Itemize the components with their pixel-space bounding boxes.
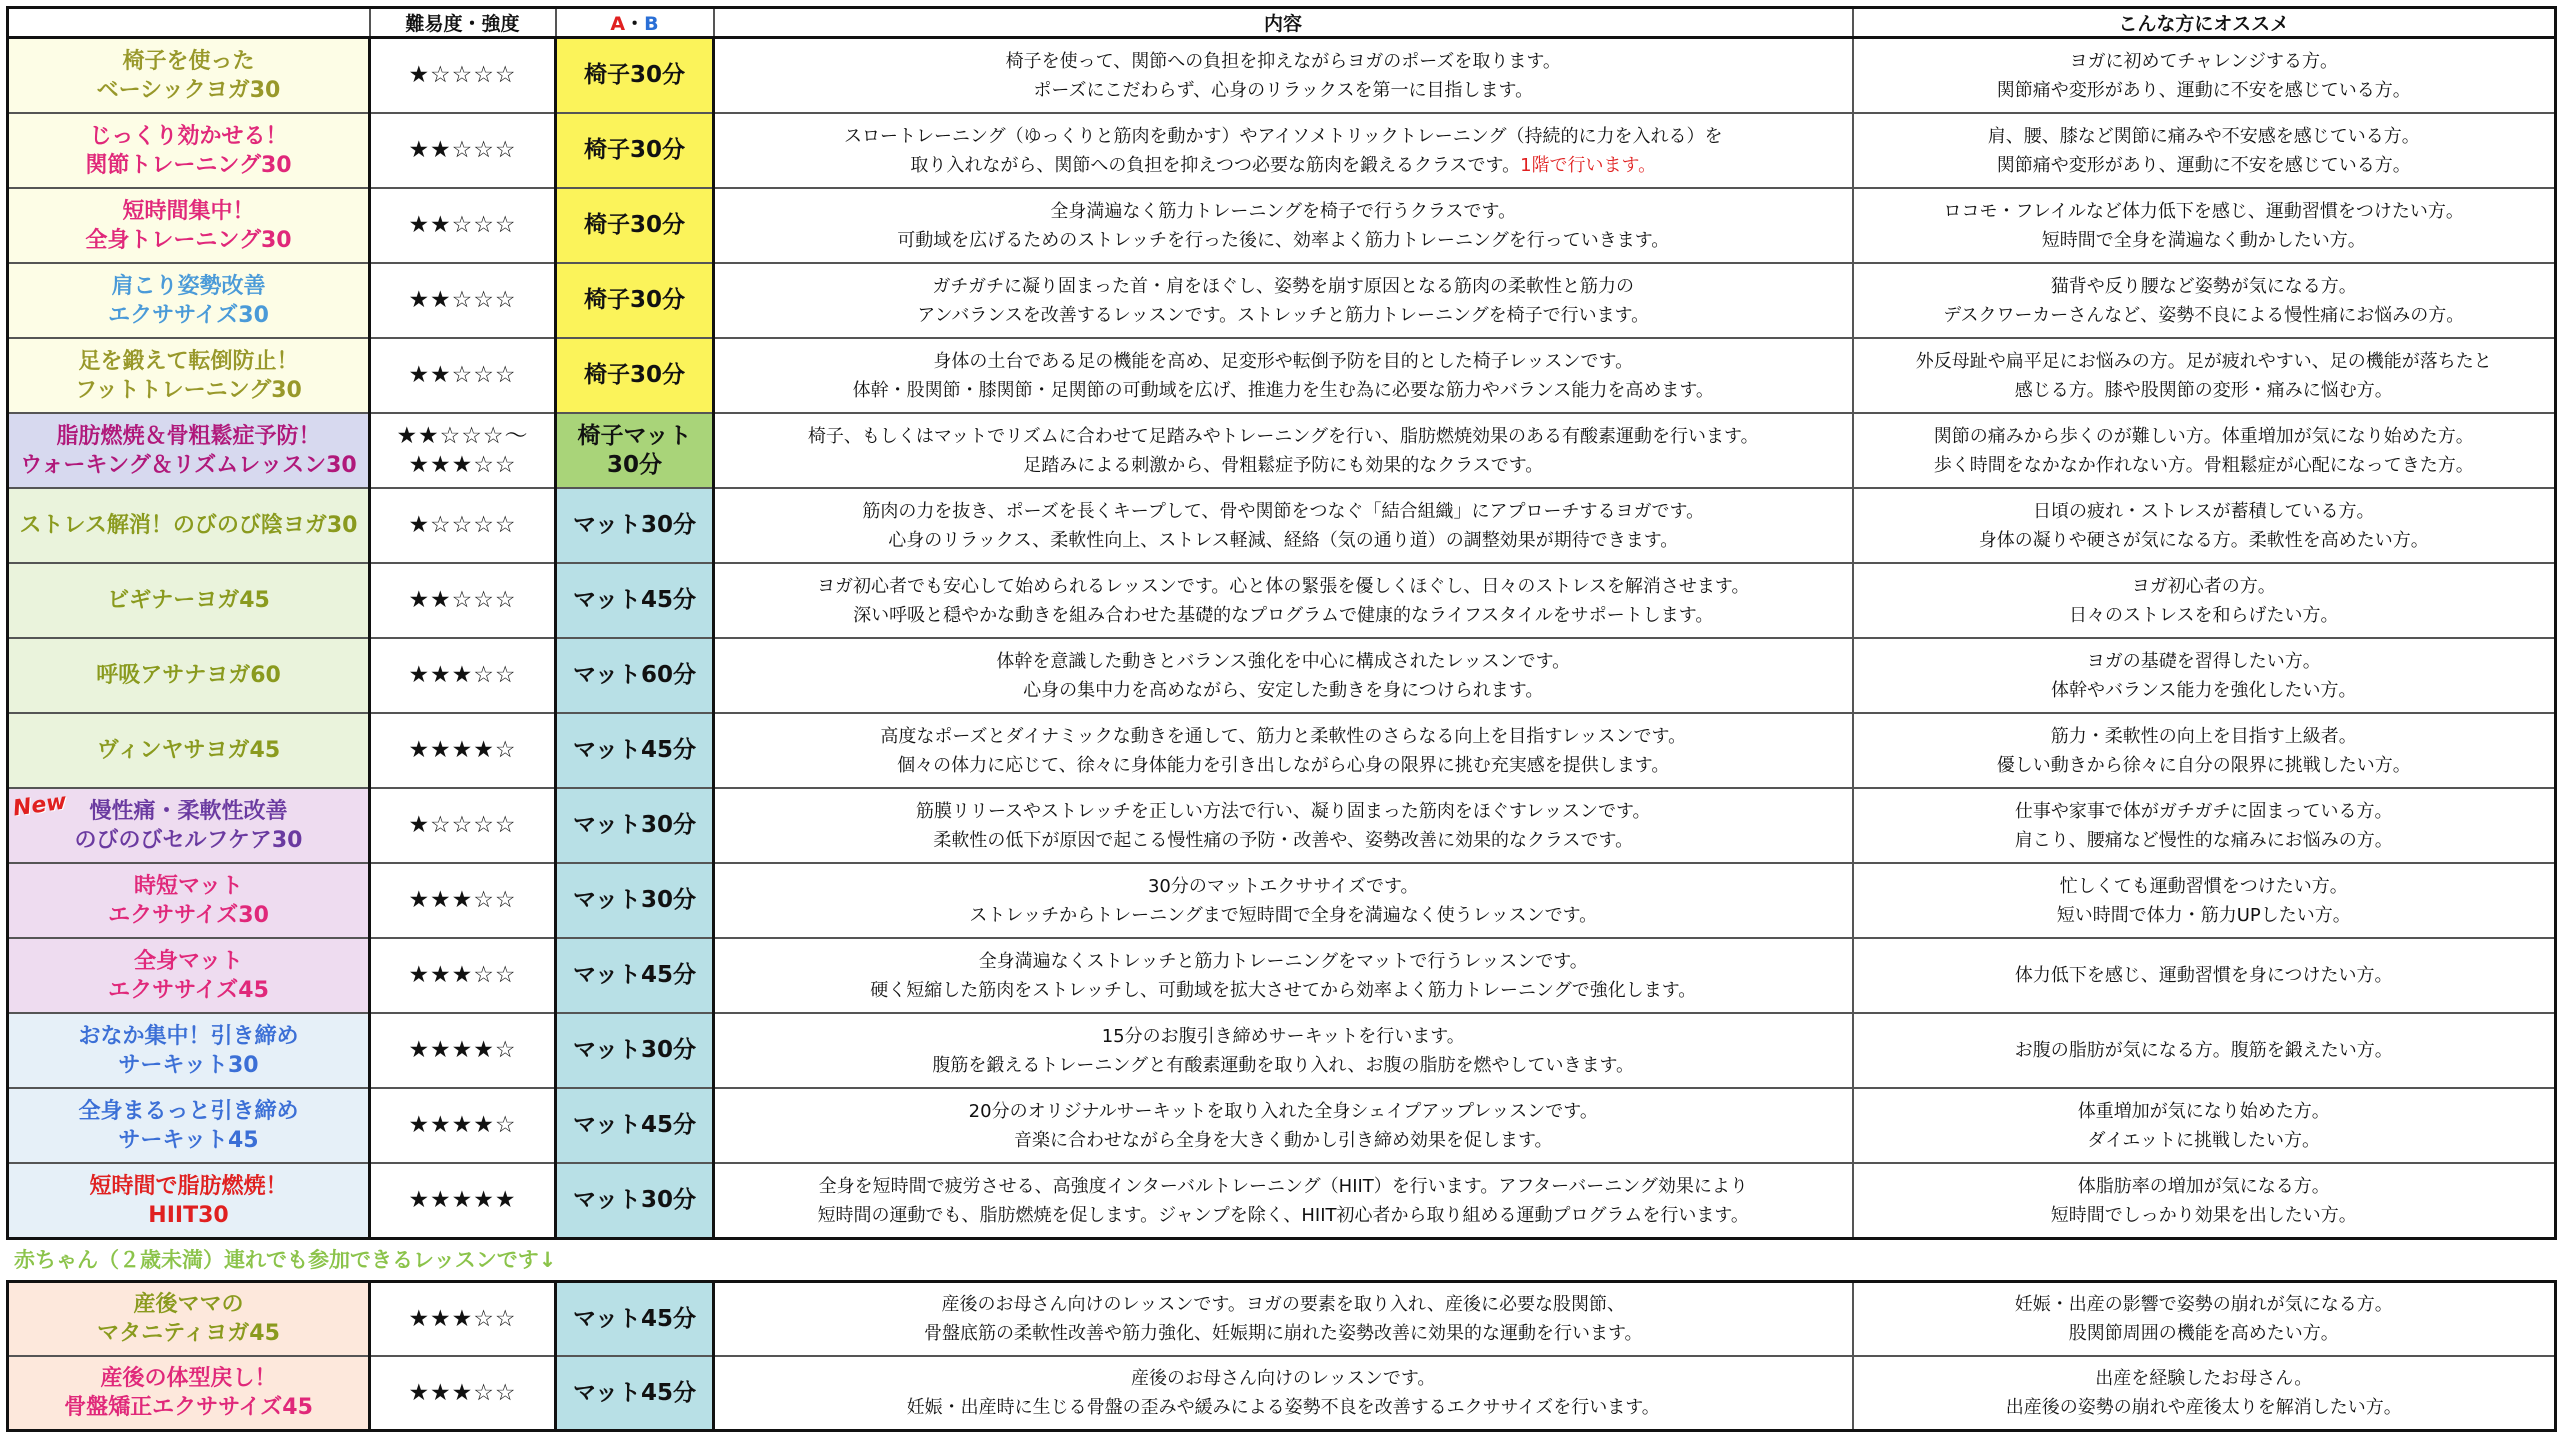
difficulty-stars: ★★☆☆☆ — [370, 113, 556, 188]
recommended-line2: 短時間で全身を満遍なく動かしたい方。 — [2041, 229, 2366, 251]
recommended-line1: 肩、腰、膝など関節に痛みや不安感を感じている方。 — [1987, 125, 2420, 147]
recommended-line1: ヨガに初めてチャレンジする方。 — [2069, 50, 2339, 72]
lesson-description — [714, 188, 1853, 263]
description-line1: ガチガチに凝り固まった首・肩をほぐし、姿勢を崩す原因となる筋肉の柔軟性と筋力の — [932, 275, 1635, 297]
description-line1: 全身満遍なく筋力トレーニングを椅子で行うクラスです。 — [1050, 200, 1517, 222]
class-type: マット30分 — [556, 1013, 714, 1088]
lesson-description — [714, 263, 1853, 338]
class-type: 椅子30分 — [556, 263, 714, 338]
class-type: 椅子30分 — [556, 188, 714, 263]
header-type — [556, 8, 714, 38]
difficulty-stars: ★★★☆☆ — [370, 638, 556, 713]
lesson-name-line1: 短時間集中！ — [122, 198, 255, 224]
table-row — [8, 1356, 2556, 1431]
class-type: マット60分 — [556, 638, 714, 713]
header-type-sep: ・ — [625, 13, 645, 35]
class-type-line2: 30分 — [606, 451, 662, 478]
difficulty-stars: ★★★☆☆ — [370, 863, 556, 938]
class-type: 椅子30分 — [556, 38, 714, 114]
lesson-name-line2: のびのびセルフケア30 — [74, 827, 303, 853]
recommended-line2: 肩こり、腰痛など慢性的な痛みにお悩みの方。 — [2014, 829, 2393, 851]
recommended-line2: 関節痛や変形があり、運動に不安を感じている方。 — [1996, 79, 2411, 101]
recommended-line1: 体脂肪率の増加が気になる方。 — [2077, 1175, 2330, 1197]
table-row — [8, 338, 2556, 413]
description-line1: 全身を短時間で疲労させる、高強度インターバルトレーニング（HIIT）を行います。アフターバーニング効果により — [818, 1175, 1748, 1197]
lesson-name — [8, 563, 370, 638]
table-row — [8, 263, 2556, 338]
lesson-description — [714, 563, 1853, 638]
recommended-line2: 身体の凝りや硬さが気になる方。柔軟性を高めたい方。 — [1978, 529, 2429, 551]
description-line2: 個々の体力に応じて、徐々に身体能力を引き出しながら心身の限界に挑む充実感を提供します。 — [897, 754, 1670, 776]
lesson-name-line1: 産後の体型戻し！ — [100, 1366, 277, 1391]
lesson-description — [714, 713, 1853, 788]
lesson-name — [8, 1282, 370, 1357]
recommended-line2: 優しい動きから徐々に自分の限界に挑戦したい方。 — [1996, 754, 2411, 776]
difficulty-stars: ★★★☆☆ — [370, 1282, 556, 1357]
lesson-name-line2: サーキット45 — [118, 1127, 259, 1153]
lesson-name — [8, 713, 370, 788]
lesson-name — [8, 113, 370, 188]
description-line2: 体幹・股関節・膝関節・足関節の可動域を広げ、推進力を生む為に必要な筋力やバランス能力を高めます。 — [852, 379, 1714, 401]
description-line2: 柔軟性の低下が原因で起こる慢性痛の予防・改善や、姿勢改善に効果的なクラスです。 — [933, 829, 1634, 851]
recommended-for — [1853, 38, 2556, 114]
recommended-for — [1853, 863, 2556, 938]
lesson-name-line1: 脂肪燃焼＆骨粗鬆症予防！ — [56, 423, 321, 449]
recommended-for — [1853, 563, 2556, 638]
difficulty-stars: ★☆☆☆☆ — [370, 488, 556, 563]
lesson-description — [714, 488, 1853, 563]
recommended-for — [1853, 1088, 2556, 1163]
lesson-name — [8, 863, 370, 938]
lesson-description — [714, 863, 1853, 938]
recommended-line1: 外反母趾や扁平足にお悩みの方。足が疲れやすい、足の機能が落ちたと — [1915, 350, 2492, 372]
lesson-description — [714, 1356, 1853, 1431]
table-row — [8, 563, 2556, 638]
description-line2: ストレッチからトレーニングまで短時間で全身を満遍なく使うレッスンです。 — [969, 904, 1598, 926]
class-type: 椅子30分 — [556, 338, 714, 413]
class-type: マット45分 — [556, 1282, 714, 1357]
lesson-name-line2: ベーシックヨガ30 — [96, 77, 281, 103]
class-type — [556, 413, 714, 488]
class-type: 椅子30分 — [556, 113, 714, 188]
recommended-for — [1853, 638, 2556, 713]
new-badge: New — [11, 789, 69, 822]
lesson-name-line1: ヴィンヤサヨガ45 — [96, 738, 281, 763]
lesson-name-line1: 呼吸アサナヨガ60 — [96, 663, 281, 688]
recommended-line1: ヨガの基礎を習得したい方。 — [2086, 650, 2321, 672]
recommended-line2: 体幹やバランス能力を強化したい方。 — [2051, 679, 2357, 701]
lesson-name-line1: 肩こり姿勢改善 — [111, 273, 266, 299]
lesson-description — [714, 638, 1853, 713]
header-difficulty: 難易度・強度 — [370, 8, 556, 38]
lesson-description — [714, 38, 1853, 114]
lesson-name — [8, 938, 370, 1013]
lesson-name — [8, 188, 370, 263]
recommended-line1: ロコモ・フレイルなど体力低下を感じ、運動習慣をつけたい方。 — [1943, 200, 2464, 222]
lesson-name-line1: ビギナーヨガ45 — [107, 588, 270, 613]
description-line1: 筋肉の力を抜き、ポーズを長くキープして、骨や関節をつなぐ「結合組織」にアプローチするヨガです。 — [862, 500, 1705, 522]
lesson-name-line2: エクササイズ45 — [108, 977, 269, 1003]
recommended-line1: 体力低下を感じ、運動習慣を身につけたい方。 — [2014, 965, 2393, 986]
lesson-name — [8, 38, 370, 114]
lesson-name-line1: じっくり効かせる！ — [89, 123, 288, 149]
lesson-description — [714, 1282, 1853, 1357]
lesson-name-line2: ウォーキング＆リズムレッスン30 — [20, 452, 357, 478]
lesson-name — [8, 788, 370, 863]
description-line2: 腹筋を鍛えるトレーニングと有酸素運動を取り入れ、お腹の脂肪を燃やしていきます。 — [932, 1054, 1635, 1076]
description-line1: スロートレーニング（ゆっくりと筋肉を動かす）やアイソメトリックトレーニング（持続的に力を入れる）を — [844, 125, 1723, 147]
description-line1: 高度なポーズとダイナミックな動きを通して、筋力と柔軟性のさらなる向上を目指すレッスンです。 — [880, 725, 1687, 747]
class-type: マット30分 — [556, 788, 714, 863]
description-line1: 椅子、もしくはマットでリズムに合わせて足踏みやトレーニングを行い、脂肪燃焼効果のある有酸素運動を行います。 — [807, 425, 1759, 447]
table-row — [8, 1282, 2556, 1357]
description-line1: ヨガ初心者でも安心して始められるレッスンです。心と体の緊張を優しくほぐし、日々のストレスを解消させます。 — [817, 575, 1750, 597]
table-row — [8, 713, 2556, 788]
lesson-name-line1: 全身まるっと引き締め — [78, 1098, 299, 1124]
class-type: マット45分 — [556, 1088, 714, 1163]
description-line1: 15分のお腹引き締めサーキットを行います。 — [1101, 1025, 1465, 1047]
lesson-name — [8, 1088, 370, 1163]
description-line2: 骨盤底筋の柔軟性改善や筋力強化、妊娠期に崩れた姿勢改善に効果的な運動を行います。 — [923, 1323, 1643, 1344]
recommended-line1: 体重増加が気になり始めた方。 — [2077, 1100, 2330, 1122]
difficulty-stars: ★★☆☆☆ — [370, 563, 556, 638]
recommended-line2: ダイエットに挑戦したい方。 — [2087, 1129, 2321, 1151]
difficulty-stars: ★★★★☆ — [370, 713, 556, 788]
header-type-a: A — [610, 13, 626, 35]
lesson-description — [714, 1013, 1853, 1088]
difficulty-stars: ★★★★☆ — [370, 1088, 556, 1163]
description-line1: 産後のお母さん向けのレッスンです。 — [1131, 1368, 1436, 1389]
description-line1: 20分のオリジナルサーキットを取り入れた全身シェイプアップレッスンです。 — [968, 1100, 1598, 1122]
baby-friendly-note: 赤ちゃん（２歳未満）連れでも参加できるレッスンです↓ — [14, 1248, 557, 1272]
recommended-line1: お腹の脂肪が気になる方。腹筋を鍛えたい方。 — [2014, 1040, 2393, 1061]
table-row — [8, 1163, 2556, 1239]
lesson-name-line1: 慢性痛・柔軟性改善 — [89, 798, 288, 824]
recommended-for — [1853, 938, 2556, 1013]
description-line2: 心身の集中力を高めながら、安定した動きを身につけられます。 — [1023, 679, 1544, 701]
lesson-name-line2: HIIT30 — [148, 1202, 229, 1228]
lesson-description — [714, 338, 1853, 413]
lesson-description — [714, 413, 1853, 488]
difficulty-stars: ★★☆☆☆ — [370, 338, 556, 413]
lesson-name — [8, 338, 370, 413]
table-header — [8, 8, 2556, 38]
table-row — [8, 638, 2556, 713]
description-line2: 硬く短縮した筋肉をストレッチし、可動域を拡大させてから効率よく筋力トレーニングで強化します。 — [870, 979, 1697, 1001]
recommended-line1: 猫背や反り腰など姿勢が気になる方。 — [2050, 275, 2357, 297]
recommended-line1: 妊娠・出産の影響で姿勢の崩れが気になる方。 — [2014, 1294, 2393, 1315]
lesson-name — [8, 1356, 370, 1431]
recommended-for — [1853, 1282, 2556, 1357]
lesson-table — [6, 6, 2557, 1240]
difficulty-stars: ★★☆☆☆ — [370, 188, 556, 263]
class-type: マット45分 — [556, 713, 714, 788]
difficulty-stars-max: ★★★☆☆ — [408, 451, 517, 478]
difficulty-stars: ★☆☆☆☆ — [370, 38, 556, 114]
description-line2: ポーズにこだわらず、心身のリラックスを第一に目指します。 — [1033, 79, 1534, 101]
description-line1: 筋膜リリースやストレッチを正しい方法で行い、凝り固まった筋肉をほぐすレッスンです。 — [915, 800, 1651, 822]
difficulty-stars: ★☆☆☆☆ — [370, 788, 556, 863]
lesson-name — [8, 413, 370, 488]
recommended-for — [1853, 263, 2556, 338]
description-line2: 取り入れながら、関節への負担を抑えつつ必要な筋肉を鍛えるクラスです。 — [910, 154, 1521, 176]
recommended-for — [1853, 188, 2556, 263]
class-type: マット30分 — [556, 863, 714, 938]
recommended-for — [1853, 1013, 2556, 1088]
table-row — [8, 113, 2556, 188]
recommended-for — [1853, 488, 2556, 563]
description-line2: 足踏みによる刺激から、骨粗鬆症予防にも効果的なクラスです。 — [1023, 454, 1544, 476]
recommended-line1: ヨガ初心者の方。 — [2131, 575, 2276, 597]
recommended-line1: 忙しくても運動習慣をつけたい方。 — [2059, 875, 2348, 897]
recommended-line2: 関節痛や変形があり、運動に不安を感じている方。 — [1996, 154, 2411, 176]
location-note: 1階で行います。 — [1520, 154, 1657, 176]
table-row — [8, 1088, 2556, 1163]
lesson-name-line2: マタニティヨガ45 — [97, 1321, 280, 1346]
lesson-description — [714, 113, 1853, 188]
lesson-name-line2: フットトレーニング30 — [75, 377, 302, 403]
lesson-description — [714, 788, 1853, 863]
baby-lesson-table — [6, 1280, 2557, 1432]
recommended-line2: デスクワーカーさんなど、姿勢不良による慢性痛にお悩みの方。 — [1943, 304, 2465, 326]
lesson-description — [714, 938, 1853, 1013]
lesson-name-line2: 骨盤矯正エクササイズ45 — [64, 1395, 313, 1420]
recommended-line2: 股関節周囲の機能を高めたい方。 — [2068, 1323, 2339, 1344]
recommended-line2: 出産後の姿勢の崩れや産後太りを解消したい方。 — [2005, 1397, 2402, 1418]
recommended-line2: 歩く時間をなかなか作れない方。骨粗鬆症が心配になってきた方。 — [1933, 454, 2474, 476]
lesson-description — [714, 1088, 1853, 1163]
table-row — [8, 1013, 2556, 1088]
lesson-name-line1: 全身マット — [133, 948, 244, 974]
difficulty-stars-min: ★★☆☆☆〜 — [396, 422, 529, 449]
description-line1: 体幹を意識した動きとバランス強化を中心に構成されたレッスンです。 — [996, 650, 1571, 672]
description-line2: 可動域を広げるためのストレッチを行った後に、効率よく筋力トレーニングを行っていきます。 — [897, 229, 1670, 251]
difficulty-stars — [370, 413, 556, 488]
description-line1: 椅子を使って、関節への負担を抑えながらヨガのポーズを取ります。 — [1005, 50, 1561, 72]
description-line1: 30分のマットエクササイズです。 — [1147, 875, 1419, 897]
header-recommended: こんな方にオススメ — [1853, 8, 2556, 38]
lesson-name-line2: 関節トレーニング30 — [85, 152, 292, 178]
recommended-line2: 感じる方。膝や股関節の変形・痛みに悩む方。 — [2014, 379, 2393, 401]
difficulty-stars: ★★★☆☆ — [370, 1356, 556, 1431]
class-type: マット30分 — [556, 1163, 714, 1239]
header-content: 内容 — [714, 8, 1853, 38]
difficulty-stars: ★★★☆☆ — [370, 938, 556, 1013]
table-row — [8, 488, 2556, 563]
lesson-name — [8, 488, 370, 563]
lesson-name — [8, 1163, 370, 1239]
difficulty-stars: ★★★★★ — [370, 1163, 556, 1239]
header-lesson-name — [8, 8, 370, 38]
description-line2: 深い呼吸と穏やかな動きを組み合わせた基礎的なプログラムで健康的なライフスタイルをサポートします。 — [853, 604, 1714, 626]
recommended-line1: 出産を経験したお母さん。 — [2095, 1368, 2313, 1389]
recommended-for — [1853, 713, 2556, 788]
header-type-b: B — [644, 13, 659, 35]
lesson-name-line1: 足を鍛えて転倒防止！ — [78, 348, 299, 374]
class-type-line1: 椅子マット — [577, 422, 692, 449]
description-line1: 産後のお母さん向けのレッスンです。ヨガの要素を取り入れ、産後に必要な股関節、 — [941, 1294, 1625, 1315]
recommended-line2: 日々のストレスを和らげたい方。 — [2069, 604, 2339, 626]
table-row — [8, 188, 2556, 263]
description-line2: アンバランスを改善するレッスンです。ストレッチと筋力トレーニングを椅子で行います。 — [917, 304, 1650, 326]
lesson-name-line2: サーキット30 — [118, 1052, 259, 1078]
class-type: マット45分 — [556, 1356, 714, 1431]
recommended-for — [1853, 413, 2556, 488]
recommended-for — [1853, 1356, 2556, 1431]
class-type: マット30分 — [556, 488, 714, 563]
recommended-line1: 仕事や家事で体がガチガチに固まっている方。 — [2014, 800, 2393, 822]
lesson-name — [8, 263, 370, 338]
table-row — [8, 38, 2556, 114]
lesson-name-line2: エクササイズ30 — [108, 302, 269, 328]
lesson-schedule — [6, 6, 2554, 1432]
lesson-name — [8, 638, 370, 713]
difficulty-stars: ★★☆☆☆ — [370, 263, 556, 338]
lesson-name-line1: 時短マット — [133, 873, 244, 899]
lesson-name-line2: エクササイズ30 — [108, 902, 269, 928]
table-row — [8, 938, 2556, 1013]
table-row — [8, 788, 2556, 863]
table-row — [8, 413, 2556, 488]
description-line1: 全身満遍なくストレッチと筋力トレーニングをマットで行うレッスンです。 — [978, 950, 1588, 972]
lesson-name-line1: おなか集中！引き締め — [78, 1023, 299, 1049]
recommended-for — [1853, 338, 2556, 413]
lesson-name — [8, 1013, 370, 1088]
recommended-for — [1853, 113, 2556, 188]
recommended-line2: 短時間でしっかり効果を出したい方。 — [2050, 1204, 2357, 1226]
recommended-line1: 日頃の疲れ・ストレスが蓄積している方。 — [2033, 500, 2375, 522]
lesson-description — [714, 1163, 1853, 1239]
lesson-name-line1: 短時間で脂肪燃焼！ — [89, 1173, 288, 1199]
recommended-for — [1853, 1163, 2556, 1239]
difficulty-stars: ★★★★☆ — [370, 1013, 556, 1088]
class-type: マット45分 — [556, 563, 714, 638]
recommended-line1: 筋力・柔軟性の向上を目指す上級者。 — [2050, 725, 2357, 747]
class-type: マット45分 — [556, 938, 714, 1013]
recommended-line1: 関節の痛みから歩くのが難しい方。体重増加が気になり始めた方。 — [1933, 425, 2474, 447]
lesson-name-line1: 椅子を使った — [122, 48, 255, 74]
lesson-name-line2: 全身トレーニング30 — [85, 227, 292, 253]
table-row — [8, 863, 2556, 938]
lesson-name-line1: 産後ママの — [133, 1292, 244, 1317]
description-line2: 音楽に合わせながら全身を大きく動かし引き締め効果を促します。 — [1013, 1129, 1553, 1151]
lesson-name-line1: ストレス解消！のびのび陰ヨガ30 — [19, 513, 358, 538]
recommended-for — [1853, 788, 2556, 863]
recommended-line2: 短い時間で体力・筋力UPしたい方。 — [2056, 904, 2351, 926]
description-line2: 心身のリラックス、柔軟性向上、ストレス軽減、経絡（気の通り道）の調整効果が期待できます。 — [888, 529, 1679, 551]
description-line2: 短時間の運動でも、脂肪燃焼を促します。ジャンプを除く、HIIT初心者から取り組める運動プログラムを行います。 — [817, 1204, 1749, 1226]
description-line1: 身体の土台である足の機能を高め、足変形や転倒予防を目的とした椅子レッスンです。 — [933, 350, 1634, 372]
description-line2: 妊娠・出産時に生じる骨盤の歪みや緩みによる姿勢不良を改善するエクササイズを行います。 — [906, 1397, 1660, 1418]
